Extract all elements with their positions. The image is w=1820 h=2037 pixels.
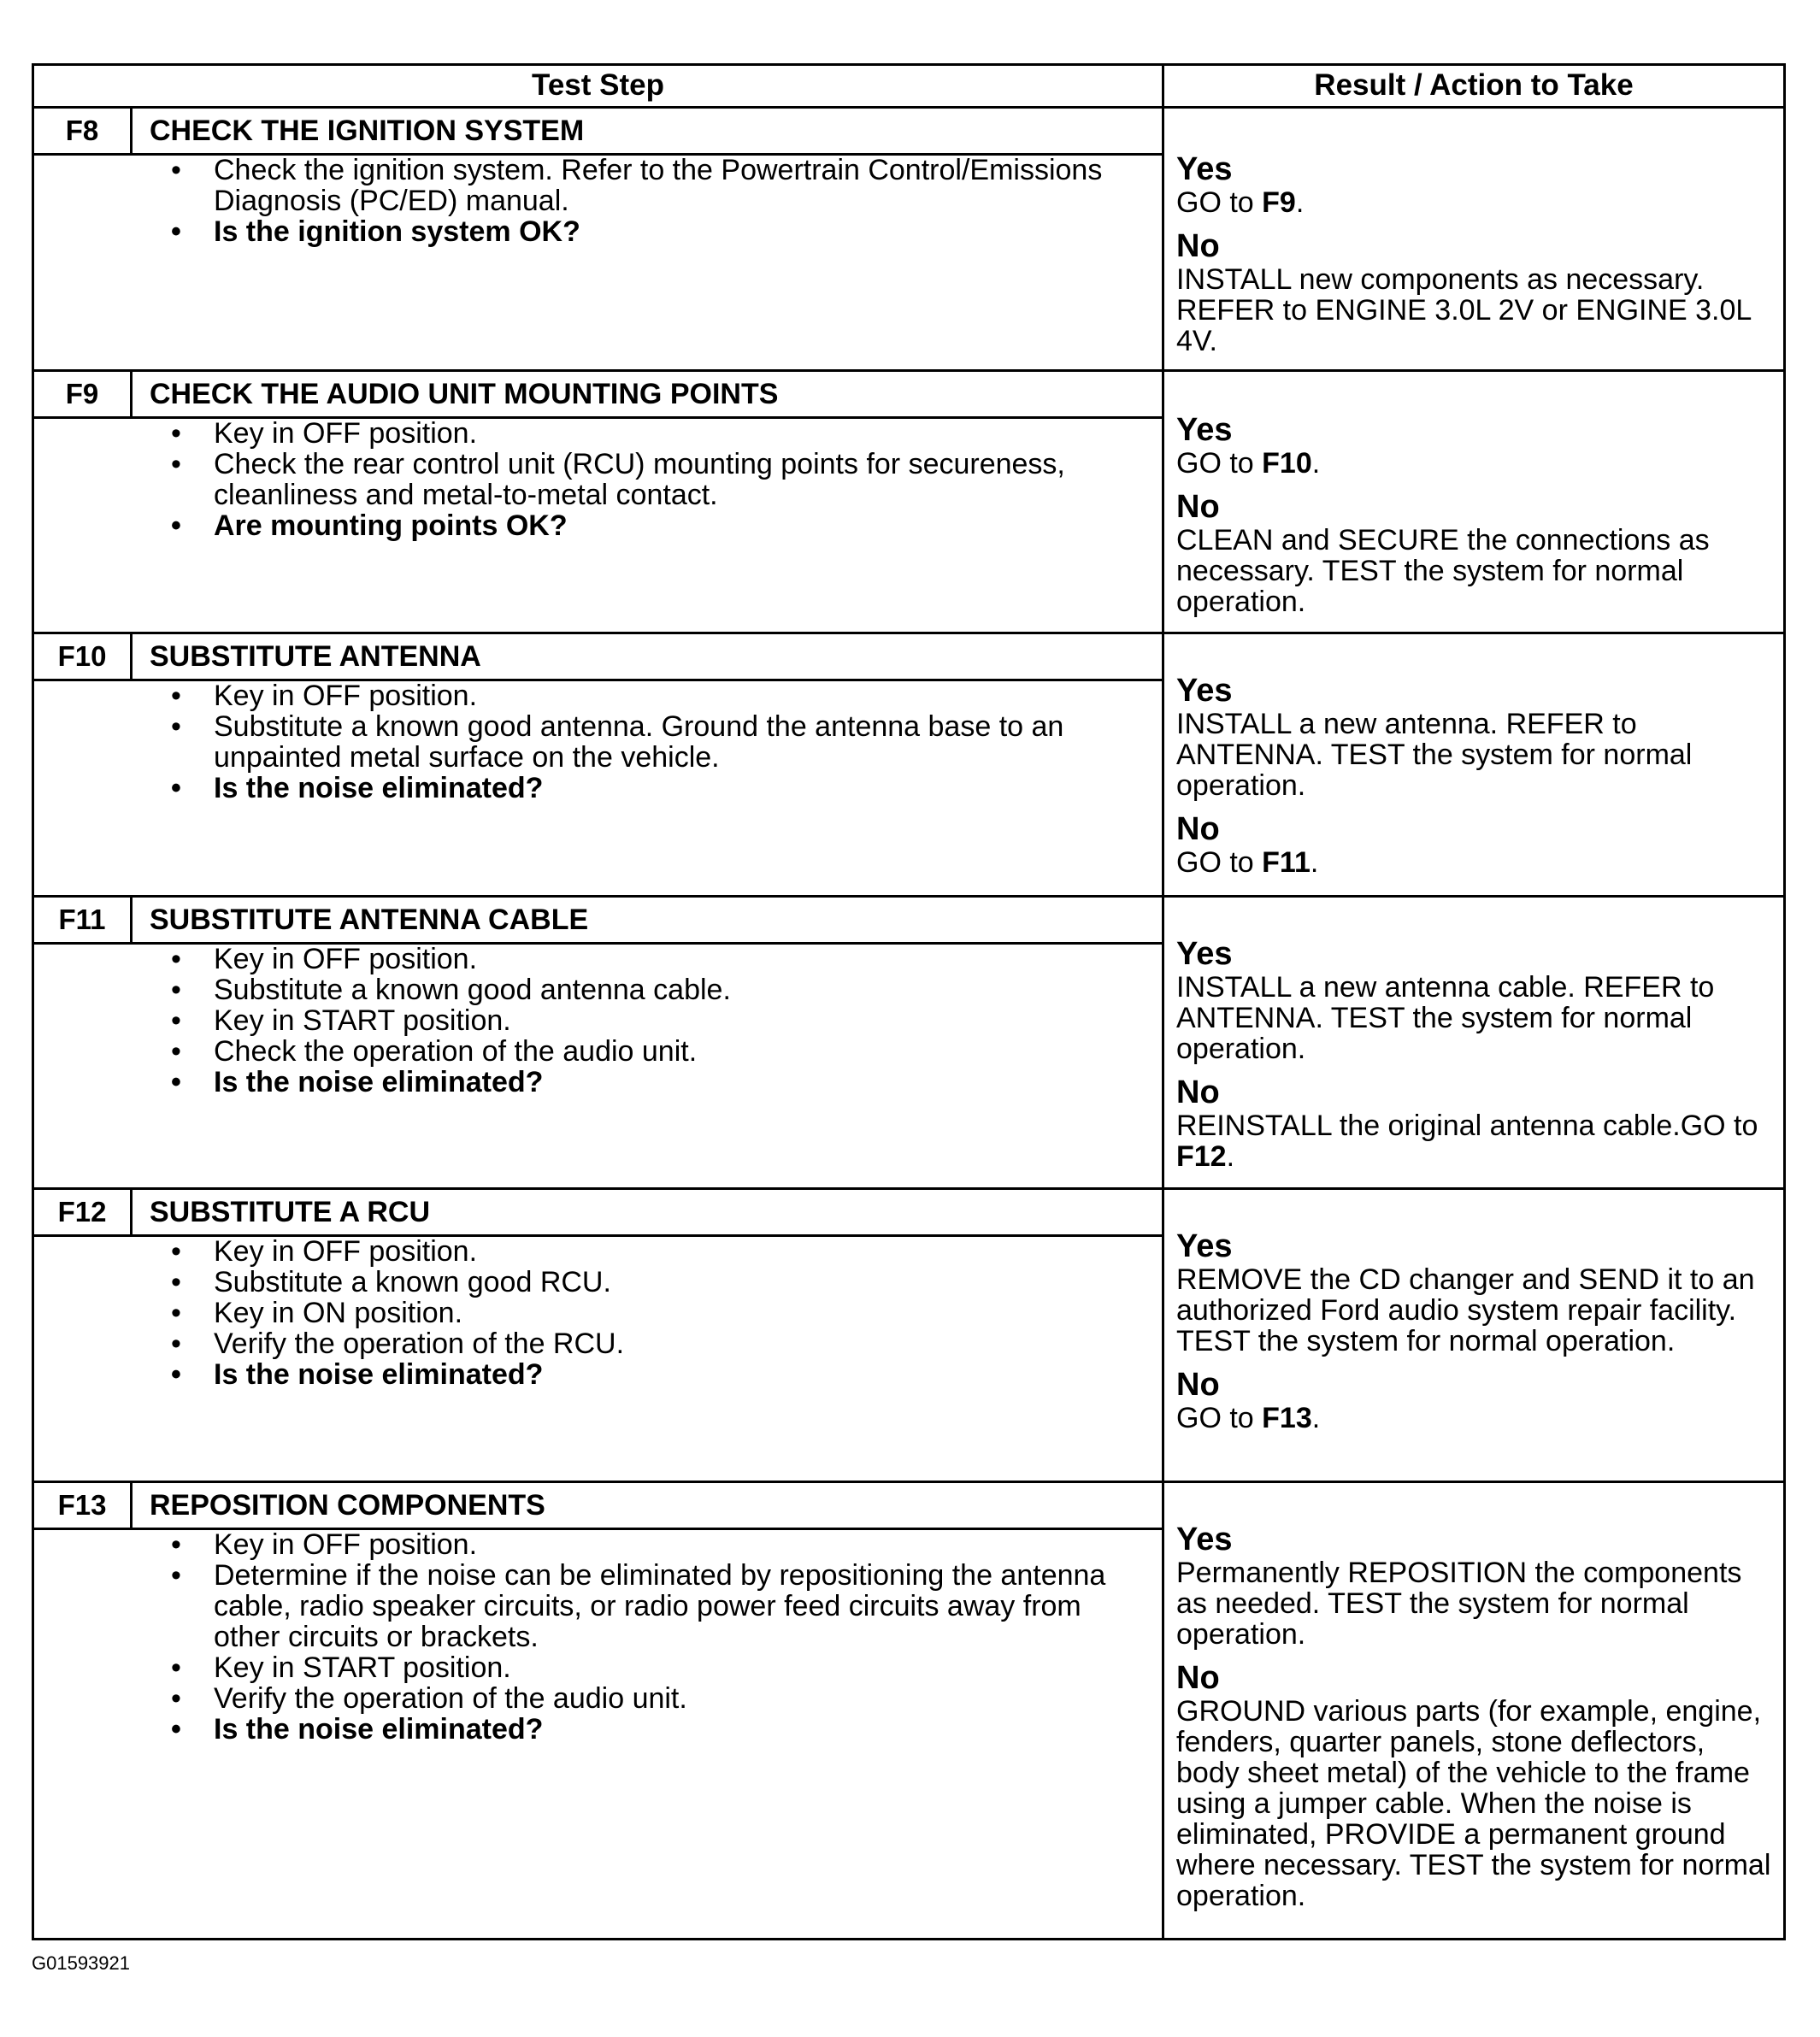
no-action-text: GO to [1176,1402,1263,1434]
test-step [34,898,1783,1190]
test-step [34,634,1783,898]
yes-action [1176,448,1775,479]
yes-label: Yes [1176,151,1233,187]
no-action-text: INSTALL new components as necessary. REFER to ENGINE 3.0L 2V or ENGINE 3.0L 4V. [1176,263,1752,357]
diagnostic-table [32,63,1786,1940]
no-action-end: . [1310,846,1319,879]
no-action [1176,1110,1775,1172]
step-title-bar [34,1483,1162,1530]
step-instruction: • Key in OFF position. [162,1529,1154,1560]
yes-action-text: INSTALL a new antenna cable. REFER to ANTENNA. TEST the system for normal operation. [1176,971,1715,1065]
yes-label: Yes [1176,673,1233,709]
no-action-text: GO to [1176,846,1263,879]
no-action [1176,1696,1775,1911]
step-instruction: • Check the ignition system. Refer to the Powertrain Control/Emissions Diagnosis (PC/ED) manual. [162,155,1154,216]
step-title-bar [34,1190,1162,1237]
step-result [1176,1522,1775,1922]
step-question: • Is the noise eliminated? [162,1067,1154,1098]
header-result: Result / Action to Take [1314,68,1634,102]
step-instruction: • Substitute a known good RCU. [162,1267,1154,1298]
step-instruction: • Verify the operation of the RCU. [162,1328,1154,1359]
step-instruction: • Determine if the noise can be eliminated by repositioning the antenna cable, radio speaker circuits, or radio power feed circuits away from other circuits or brackets. [162,1560,1154,1652]
step-number: F13 [34,1483,133,1528]
yes-action-text: REMOVE the CD changer and SEND it to an authorized Ford audio system repair facility. TEST the system for normal operation. [1176,1263,1755,1357]
no-step-ref: F11 [1262,846,1311,879]
no-label: No [1176,489,1220,525]
step-instruction: • Key in OFF position. [162,418,1154,449]
no-action-end: . [1226,1140,1235,1173]
step-instruction: • Key in ON position. [162,1298,1154,1328]
step-number: F10 [34,634,133,679]
step-title-bar [34,634,1162,681]
header-test-step: Test Step [532,68,664,102]
step-instructions [162,418,1154,541]
step-question: • Is the ignition system OK? [162,216,1154,247]
step-instruction: • Key in OFF position. [162,680,1154,711]
no-action-text: CLEAN and SECURE the connections as necessary. TEST the system for normal operation. [1176,524,1710,618]
test-step [34,109,1783,372]
yes-action-text: GO to [1176,186,1263,219]
yes-label: Yes [1176,936,1233,972]
step-question: • Is the noise eliminated? [162,1359,1154,1390]
step-instructions [162,944,1154,1098]
yes-action-end: . [1311,447,1321,480]
step-instruction: • Check the rear control unit (RCU) mounting points for secureness, cleanliness and metal-to-metal contact. [162,449,1154,510]
step-instructions [162,155,1154,247]
no-label: No [1176,811,1220,847]
yes-label: Yes [1176,412,1233,448]
step-title-bar [34,109,1162,156]
yes-step-ref: F9 [1262,186,1296,219]
step-result [1176,936,1775,1182]
step-title-bar [34,898,1162,945]
table-header [34,66,1783,109]
step-number: F8 [34,109,133,153]
step-title: SUBSTITUTE ANTENNA [150,640,481,673]
step-number: F9 [34,372,133,416]
yes-action [1176,709,1775,801]
step-instructions [162,680,1154,804]
step-instruction: • Key in OFF position. [162,944,1154,974]
step-instruction: • Substitute a known good antenna. Ground the antenna base to an unpainted metal surface on the vehicle. [162,711,1154,773]
step-title: REPOSITION COMPONENTS [150,1489,545,1522]
no-label: No [1176,1367,1220,1403]
step-result [1176,673,1775,888]
no-action-text: GROUND various parts (for example, engine, fenders, quarter panels, stone deflectors, body sheet metal) of the vehicle to the frame using a jumper cable. When the noise is eliminated, PROVIDE a permanent ground where necessary. TEST the system for normal operation. [1176,1695,1771,1912]
yes-action [1176,1264,1775,1357]
yes-action-text: GO to [1176,447,1263,480]
step-instruction: • Check the operation of the audio unit. [162,1036,1154,1067]
step-result [1176,412,1775,627]
step-number: F11 [34,898,133,942]
yes-label: Yes [1176,1522,1233,1557]
step-instruction: • Key in START position. [162,1005,1154,1036]
step-title: SUBSTITUTE A RCU [150,1196,431,1228]
step-instruction: • Key in OFF position. [162,1236,1154,1267]
no-action [1176,264,1775,356]
step-instruction: • Key in START position. [162,1652,1154,1683]
test-step [34,1483,1783,1943]
no-label: No [1176,1660,1220,1696]
yes-action [1176,1557,1775,1650]
no-action [1176,525,1775,617]
no-action-end: . [1311,1402,1321,1434]
step-instructions [162,1236,1154,1390]
test-step [34,372,1783,634]
test-step [34,1190,1783,1483]
no-action-text: REINSTALL the original antenna cable.GO to [1176,1110,1758,1142]
yes-label: Yes [1176,1228,1233,1264]
no-step-ref: F13 [1262,1402,1312,1434]
yes-action-end: . [1295,186,1305,219]
step-question: • Are mounting points OK? [162,510,1154,541]
yes-action [1176,972,1775,1064]
no-label: No [1176,228,1220,264]
yes-action-text: INSTALL a new antenna. REFER to ANTENNA. TEST the system for normal operation. [1176,708,1693,802]
step-result [1176,151,1775,367]
no-action [1176,847,1775,878]
step-title: CHECK THE IGNITION SYSTEM [150,115,585,147]
step-instruction: • Verify the operation of the audio unit. [162,1683,1154,1714]
yes-step-ref: F10 [1262,447,1312,480]
step-instruction: • Substitute a known good antenna cable. [162,974,1154,1005]
no-step-ref: F12 [1176,1140,1227,1173]
step-number: F12 [34,1190,133,1234]
step-title: CHECK THE AUDIO UNIT MOUNTING POINTS [150,378,779,410]
step-title: SUBSTITUTE ANTENNA CABLE [150,904,589,936]
step-question: • Is the noise eliminated? [162,773,1154,804]
figure-code: G01593921 [32,1952,130,1974]
yes-action [1176,187,1775,218]
step-title-bar [34,372,1162,419]
step-instructions [162,1529,1154,1745]
step-question: • Is the noise eliminated? [162,1714,1154,1745]
yes-action-text: Permanently REPOSITION the components as needed. TEST the system for normal operation. [1176,1557,1742,1651]
step-result [1176,1228,1775,1444]
no-action [1176,1403,1775,1434]
no-label: No [1176,1074,1220,1110]
